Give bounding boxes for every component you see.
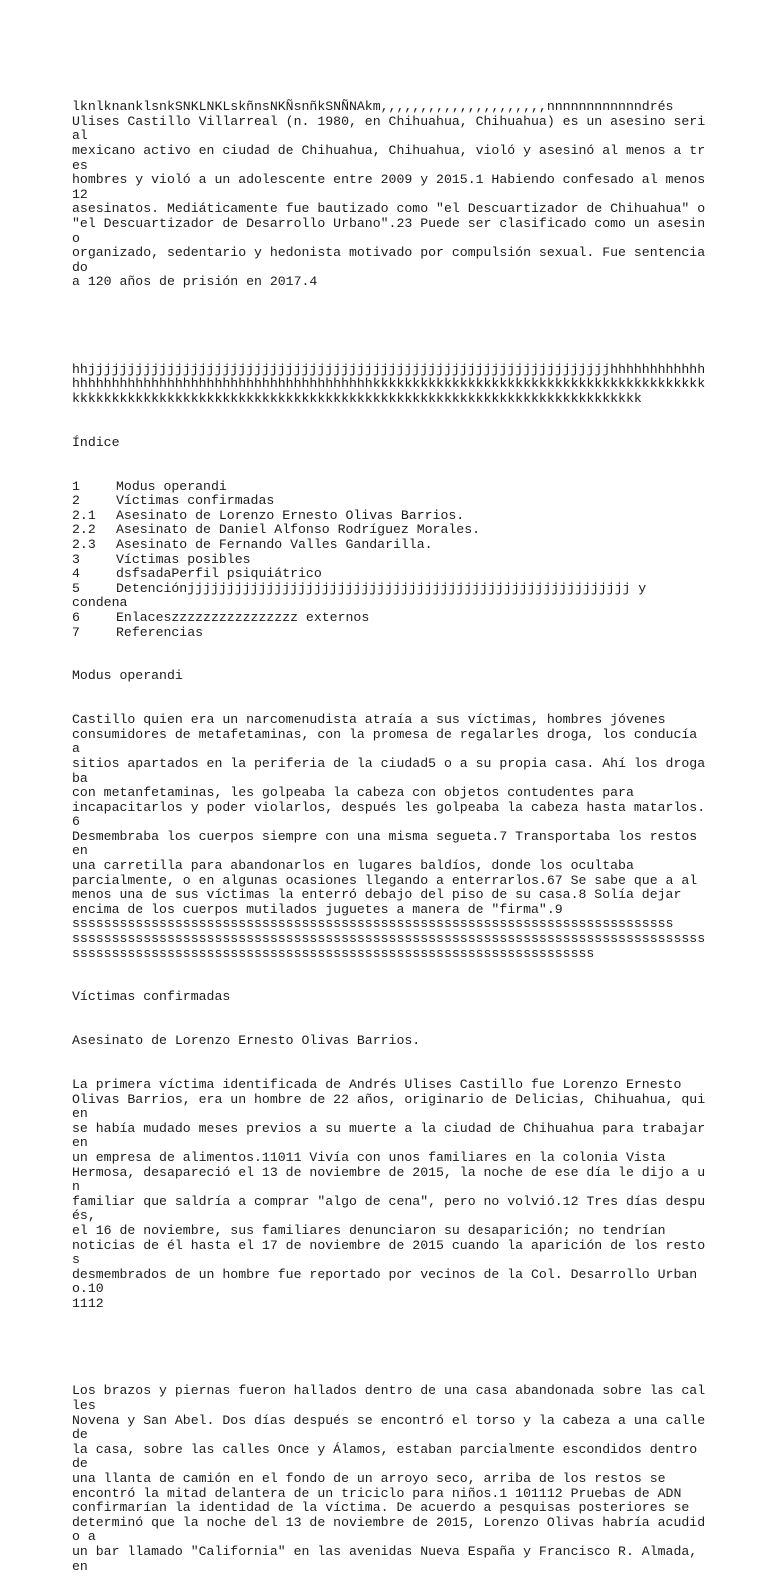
text-line: consumidores de metafetaminas, con la promesa de regalarles droga, los conducía a — [72, 726, 706, 757]
toc-item-label: Asesinato de Lorenzo Ernesto Olivas Barrios. — [116, 507, 465, 523]
text-line: la casa, sobre las calles Once y Álamos, estaban parcialmente escondidos dentro de — [72, 1441, 706, 1472]
toc-item-label: Asesinato de Fernando Valles Gandarilla. — [116, 537, 433, 552]
toc-item[interactable] — [72, 538, 712, 553]
section-heading-modus: Modus operandi — [72, 668, 183, 684]
text-line: a 120 años de prisión en 2017.4 — [72, 274, 318, 290]
text-line: Olivas Barrios, era un hombre de 22 años, originario de Delicias, Chihuahua, quien — [72, 1091, 706, 1122]
toc-item-label: Enlaceszzzzzzzzzzzzzzzz externos — [116, 609, 370, 625]
text-line: 1112 — [72, 1295, 104, 1311]
text-line: sitios apartados en la periferia de la ciudad5 o a su propia casa. Ahí los drogaba — [72, 755, 706, 786]
text-line: Novena y San Abel. Dos días después se encontró el torso y la cabeza a una calle de — [72, 1412, 714, 1443]
text-line: Castillo quien era un narcomenudista atraía a sus víctimas, hombres jóvenes — [72, 712, 666, 728]
text-line: menos una de sus víctimas la enterró debajo del piso de su casa.8 Solía dejar — [72, 887, 682, 903]
victim-paragraph-2 — [72, 1384, 712, 1574]
modus-paragraph — [72, 713, 712, 961]
document-page — [72, 71, 712, 1589]
toc-item-label: Modus operandi — [116, 478, 227, 494]
text-line: determinó que la noche del 13 de noviembre de 2015, Lorenzo Olivas habría acudido a — [72, 1514, 706, 1545]
toc-item[interactable] — [72, 567, 712, 582]
toc-item-number: 2.2 — [72, 522, 96, 538]
toc-item[interactable] — [72, 611, 712, 626]
toc-item[interactable] — [72, 509, 712, 524]
toc-item-label: Detenciónjjjjjjjjjjjjjjjjjjjjjjjjjjjjjjjjjjjjjjjjjjjjjjjjjjjjjjjj y — [116, 580, 647, 596]
text-line: encima de los cuerpos mutilados juguetes a manera de "firma".9 — [72, 901, 563, 917]
text-line: asesinatos. Mediáticamente fue bautizado como "el Descuartizador de Chihuahua" o — [72, 201, 706, 217]
toc-item-label: dsfsadaPerfil psiquiátrico — [116, 566, 322, 582]
text-line: con metanfetaminas, les golpeaba la cabeza con objetos contudentes para — [72, 785, 634, 801]
filler-text — [72, 363, 712, 407]
text-line: "el Descuartizador de Desarrollo Urbano".23 Puede ser clasificado como un asesino — [72, 215, 706, 246]
toc-item-label: Referencias — [116, 624, 204, 640]
subsection-heading-lorenzo: Asesinato de Lorenzo Ernesto Olivas Barrios. — [72, 1033, 421, 1049]
text-line: hhhhhhhhhhhhhhhhhhhhhhhhhhhhhhhhhhhhhhkkkkkkkkkkkkkkkkkkkkkkkkkkkkkkkkkkkkkkkkkk — [72, 376, 706, 392]
text-line: lknlknanklsnkSNKLNKLskñnsNKÑsnñkSNÑNAkm,,,,,,,,,,,,,,,,,,,,,nnnnnnnnnnnndrés — [72, 99, 674, 115]
toc-item[interactable] — [72, 626, 712, 641]
text-line: hhjjjjjjjjjjjjjjjjjjjjjjjjjjjjjjjjjjjjjjjjjjjjjjjjjjjjjjjjjjjjjjjjjjhhhhhhhhhhhh — [72, 361, 706, 377]
text-line: una carretilla para abandonarlos en lugares baldíos, donde los ocultaba — [72, 858, 634, 874]
text-line: ssssssssssssssssssssssssssssssssssssssssssssssssssssssssssssssssss — [72, 945, 595, 961]
toc-item-number: 1 — [72, 478, 80, 494]
text-line: incapacitarlos y poder violarlos, después les golpeaba la cabeza hasta matarlos.6 — [72, 799, 706, 830]
text-line: mexicano activo en ciudad de Chihuahua, Chihuahua, violó y asesinó al menos a tres — [72, 142, 706, 173]
toc-item[interactable] — [72, 494, 712, 509]
toc-item-number: 4 — [72, 566, 80, 582]
toc-item[interactable] — [72, 596, 712, 611]
toc-item-label: Víctimas posibles — [116, 551, 251, 567]
table-of-contents — [72, 480, 712, 641]
toc-item[interactable] — [72, 582, 712, 597]
text-line: La primera víctima identificada de Andrés Ulises Castillo fue Lorenzo Ernesto — [72, 1076, 682, 1092]
text-line: ssssssssssssssssssssssssssssssssssssssssssssssssssssssssssssssssssssssssssssssss — [72, 931, 706, 947]
toc-item[interactable] — [72, 480, 712, 495]
text-line: el 16 de noviembre, sus familiares denunciaron su desaparición; no tendrían — [72, 1222, 666, 1238]
toc-item-number: 6 — [72, 609, 80, 625]
text-line: noticias de él hasta el 17 de noviembre de 2015 cuando la aparición de los restos — [72, 1237, 706, 1268]
text-line: encontró la mitad delantera de un triciclo para niños.1 101112 Pruebas de ADN — [72, 1485, 682, 1501]
text-line: familiar que saldría a comprar "algo de cena", pero no volvió.12 Tres días después, — [72, 1193, 706, 1224]
toc-item[interactable] — [72, 553, 712, 568]
toc-item-number: 7 — [72, 624, 80, 640]
text-line: un bar llamado "California" en las avenidas Nueva España y Francisco R. Almada, en — [72, 1543, 706, 1574]
text-line: ssssssssssssssssssssssssssssssssssssssssssssssssssssssssssssssssssssssssssss — [72, 916, 674, 932]
toc-item[interactable] — [72, 523, 712, 538]
section-heading-victims: Víctimas confirmadas — [72, 989, 231, 1005]
text-line: Desmembraba los cuerpos siempre con una misma segueta.7 Transportaba los restos en — [72, 828, 706, 859]
intro-paragraph — [72, 100, 712, 290]
text-line: kkkkkkkkkkkkkkkkkkkkkkkkkkkkkkkkkkkkkkkkkkkkkkkkkkkkkkkkkkkkkkkkkkkkkkkk — [72, 391, 642, 407]
toc-item-number: 2 — [72, 493, 80, 509]
text-line: Ulises Castillo Villarreal (n. 1980, en Chihuahua, Chihuahua) es un asesino serial — [72, 113, 706, 144]
toc-item-label: Asesinato de Daniel Alfonso Rodríguez Morales. — [116, 522, 481, 538]
toc-heading: Índice — [72, 434, 120, 450]
toc-item-number: 2.3 — [72, 537, 96, 552]
text-line: confirmarían la identidad de la víctima. De acuerdo a pesquisas posteriores se — [72, 1500, 690, 1516]
text-line: parcialmente, o en algunas ocasiones llegando a enterrarlos.67 Se sabe que a al — [72, 872, 698, 888]
toc-item-number: 5 — [72, 580, 80, 596]
victim-paragraph-1 — [72, 1078, 712, 1312]
text-line: Los brazos y piernas fueron hallados dentro de una casa abandonada sobre las calles — [72, 1383, 706, 1414]
text-line: desmembrados de un hombre fue reportado por vecinos de la Col. Desarrollo Urbano.10 — [72, 1266, 698, 1297]
text-line: se había mudado meses previos a su muerte a la ciudad de Chihuahua para trabajar en — [72, 1120, 714, 1151]
blank-line — [72, 1341, 712, 1356]
blank-line — [72, 319, 712, 334]
text-line: Hermosa, desapareció el 13 de noviembre de 2015, la noche de ese día le dijo a un — [72, 1164, 706, 1195]
text-line: un empresa de alimentos.11011 Vivía con unos familiares en la colonia Vista — [72, 1149, 666, 1165]
text-line: hombres y violó a un adolescente entre 2009 y 2015.1 Habiendo confesado al menos 12 — [72, 172, 714, 202]
text-line: organizado, sedentario y hedonista motivado por compulsión sexual. Fue sentenciado — [72, 245, 706, 275]
text-line: una llanta de camión en el fondo de un arroyo seco, arriba de los restos se — [72, 1471, 666, 1486]
toc-item-number: 2.1 — [72, 507, 96, 523]
toc-item-number: 3 — [72, 551, 80, 567]
toc-item-label: Víctimas confirmadas — [116, 493, 275, 509]
toc-item-label: condena — [72, 595, 128, 611]
